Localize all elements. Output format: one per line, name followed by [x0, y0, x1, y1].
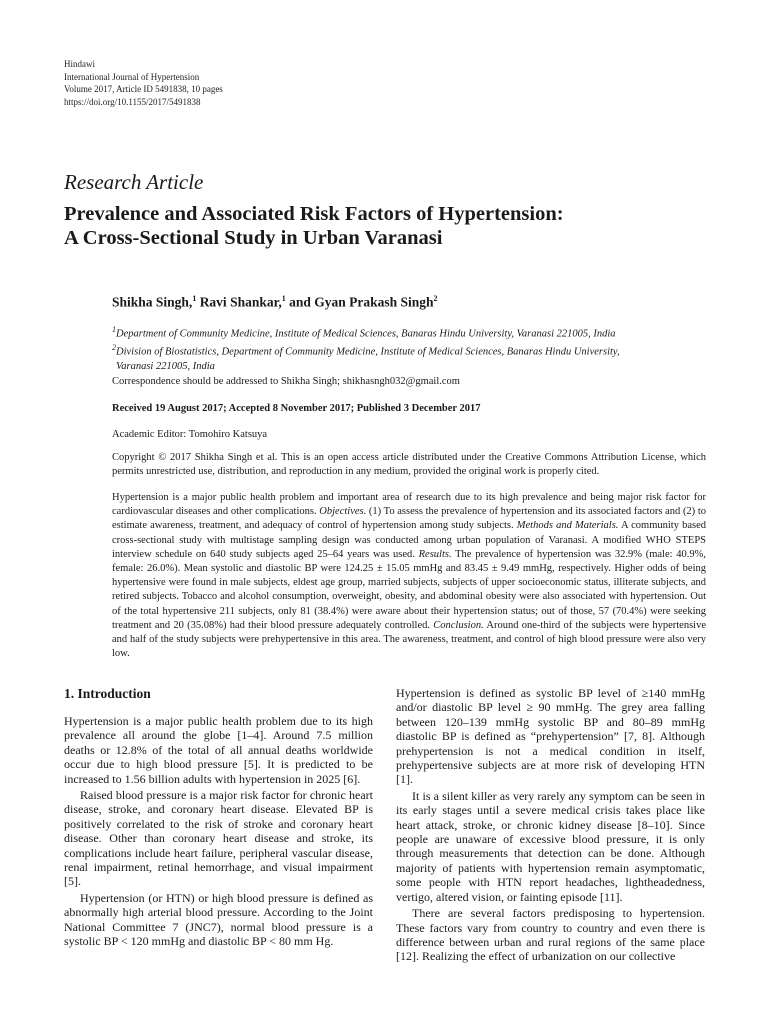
author-name: Ravi Shankar,	[199, 294, 282, 310]
publisher-name: Hindawi	[64, 59, 95, 69]
body-column-right	[396, 686, 705, 966]
abstract-conclusion: Around one-third of the subjects were hypertensive and half of the study subjects were prehypertensive in this area. The awareness, treatment, and control of high blood pressure were also very low.	[112, 619, 707, 660]
affiliation-2	[112, 341, 672, 373]
author-list	[112, 294, 438, 311]
journal-name: International Journal of Hypertension	[64, 71, 200, 82]
abstract-results-label: Results.	[418, 548, 452, 560]
section-heading: 1. Introduction	[64, 686, 151, 701]
publication-dates: Received 19 August 2017; Accepted 8 November 2017; Published 3 December 2017	[112, 403, 481, 414]
affiliation-marker: 1	[192, 294, 197, 303]
body-paragraph: There are several factors predisposing to hypertension. These factors vary from country to country and even there is difference between urban and rural regions of the same place [12]. Realizing the effect of urbanization on our collective	[396, 906, 705, 964]
affiliation-number: 2	[112, 343, 116, 353]
abstract-objectives: (1) To assess the prevalence of hypertension and its associated factors and (2) to estimate awareness, treatment, and adequacy of control of hypertension among study subjects.	[112, 506, 707, 532]
article-type: Research Article	[64, 170, 204, 194]
author-name: Shikha Singh,	[112, 294, 193, 310]
affiliation-number: 1	[112, 325, 116, 334]
article-title	[64, 202, 704, 250]
body-paragraph: Hypertension is defined as systolic BP level of ≥140 mmHg and/or diastolic BP level ≥ 90 mmHg. The grey area falling between 120–139 mmHg systolic BP and 80–89 mmHg diastolic BP is defined as “prehypertension” [7, 8]. Although prehypertension is not a medical condition in itself, prehypertensive subjects are at more risk of developing HTN [1].	[396, 686, 705, 787]
author-name: and Gyan Prakash Singh	[289, 294, 434, 310]
abstract	[112, 491, 706, 661]
body-paragraph: Hypertension is a major public health problem due to its high prevalence all around the globe [1–4]. Around 7.5 million deaths or 12.8% of the total of all annual deaths worldwide occur due to high blood pressure [5]. It is predicted to be increased to 1.56 billion adults with hypertension in 2025 [6].	[64, 714, 373, 786]
title-line-2: A Cross-Sectional Study in Urban Varanasi	[64, 227, 443, 249]
abstract-results: The prevalence of hypertension was 32.9% (male: 40.9%, female: 26.0%). Mean systolic and diastolic BP were 124.25 ± 15.05 mmHg and 83.45 ± 9.49 mmHg, respectively. Higher odds of being hypertensive were found in male subjects, eldest age group, married subjects, subjects of upper socioeconomic status, illiterate subjects, and retired subjects. Tobacco and alcohol consumption, overweight, obesity, and abdominal obesity were also associated with hypertension. Out of the total hypertensive 211 subjects, only 81 (38.4%) were aware about their hypertension status; out of those, 57 (70.4%) were seeking treatment and 20 (35.08%) had their blood pressure adequately controlled.	[112, 548, 707, 631]
doi-link[interactable]: https://doi.org/10.1155/2017/5491838	[64, 96, 201, 107]
affiliation-marker: 2	[433, 294, 438, 303]
abstract-intro: Hypertension is a major public health problem and important area of research due to its high prevalence and being major risk factor for cardiovascular diseases and other complications.	[112, 492, 706, 518]
abstract-objectives-label: Objectives.	[319, 506, 367, 518]
abstract-methods-label: Methods and Materials.	[516, 520, 619, 532]
body-paragraph: Hypertension (or HTN) or high blood pressure is defined as abnormally high arterial blood pressure. According to the Joint National Committee 7 (JNC7), normal blood pressure is a systolic BP < 120 mmHg and diastolic BP < 80 mm Hg.	[64, 890, 373, 949]
affiliation-1	[112, 323, 672, 341]
affiliations	[112, 323, 672, 373]
affiliation-marker: 1	[281, 294, 286, 303]
journal-header	[64, 58, 223, 108]
correspondence: Correspondence should be addressed to Shikha Singh; shikhasngh032@gmail.com	[112, 376, 460, 387]
affiliation-text-continued: Varanasi 221005, India	[116, 360, 215, 372]
body-paragraph: It is a silent killer as very rarely any symptom can be seen in its early stages until a severe medical crisis takes place like heart attack, stroke, or chronic kidney disease [8–10]. Since people are unaware of excessive blood pressure, it is only through measurements that detection can be done. Although majority of patients with hypertension remain asymptomatic, some people with HTN report headaches, lightheadedness, vertigo, altered vision, or fainting episode [11].	[396, 788, 705, 904]
volume-info: Volume 2017, Article ID 5491838, 10 pages	[64, 84, 223, 95]
affiliation-text: Division of Biostatistics, Department of Community Medicine, Institute of Medical Sciences, Banaras Hindu University,	[116, 346, 620, 358]
body-paragraph: Raised blood pressure is a major risk factor for chronic heart disease, stroke, and coronary heart disease. Elevated BP is positively correlated to the risk of stroke and coronary heart disease. Other than coronary heart disease and stroke, its complications include heart failure, peripheral vascular disease, renal impairment, retinal hemorrhage, and visual impairment [5].	[64, 788, 373, 889]
abstract-methods: A community based cross-sectional study with multistage sampling design was conducted among urban population of Varanasi. A modified WHO STEPS interview schedule on 640 study subjects aged 25–64 years was used.	[112, 520, 707, 560]
abstract-conclusion-label: Conclusion.	[433, 619, 484, 631]
academic-editor: Academic Editor: Tomohiro Katsuya	[112, 429, 268, 440]
affiliation-text: Department of Community Medicine, Institute of Medical Sciences, Banaras Hindu University, Varanasi 221005, India	[116, 328, 616, 340]
body-column-left	[64, 686, 373, 951]
title-line-1: Prevalence and Associated Risk Factors of Hypertension:	[64, 203, 564, 225]
copyright-notice: Copyright © 2017 Shikha Singh et al. This is an open access article distributed under the Creative Commons Attribution License, which permits unrestricted use, distribution, and reproduction in any medium, provided the original work is properly cited.	[112, 452, 706, 478]
